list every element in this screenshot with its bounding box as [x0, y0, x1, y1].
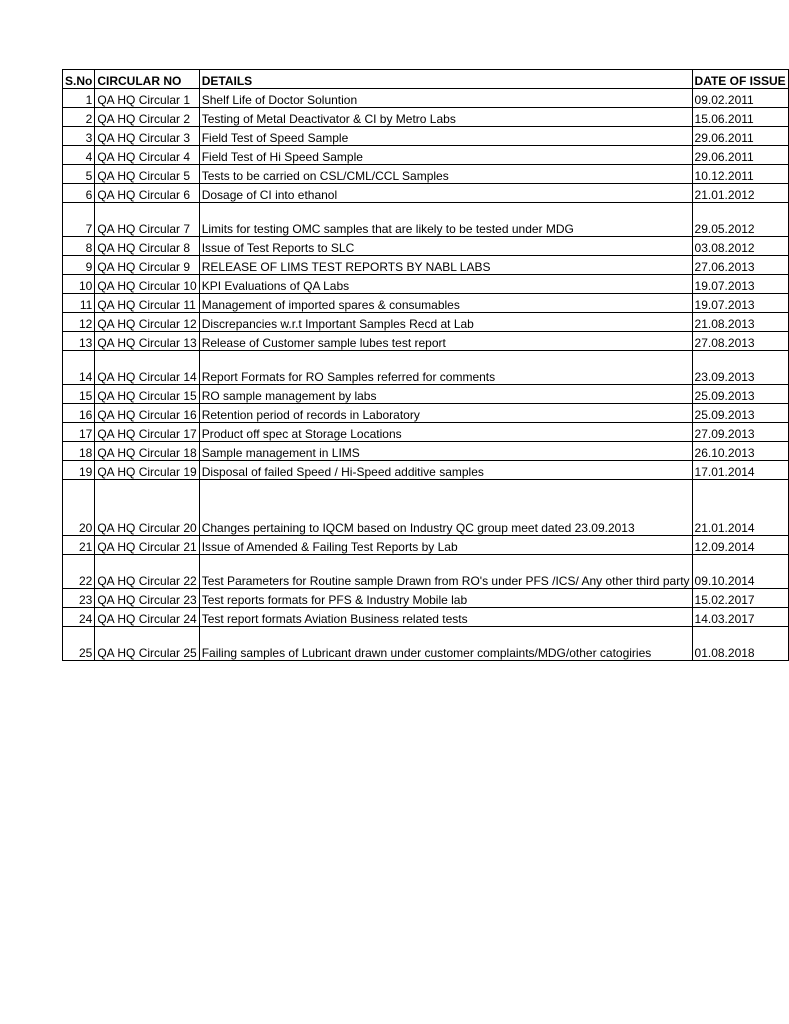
- sno-cell: 5: [63, 165, 95, 184]
- sno-cell: 2: [63, 108, 95, 127]
- details-cell: Release of Customer sample lubes test report: [199, 332, 692, 351]
- date-of-issue-cell: 29.06.2011: [692, 146, 788, 165]
- sno-cell: 19: [63, 461, 95, 480]
- circular-no-cell: QA HQ Circular 25: [95, 627, 199, 661]
- circular-no-cell: QA HQ Circular 5: [95, 165, 199, 184]
- circular-no-cell: QA HQ Circular 15: [95, 385, 199, 404]
- circular-no-cell: QA HQ Circular 24: [95, 608, 199, 627]
- details-cell: Test report formats Aviation Business related tests: [199, 608, 692, 627]
- date-of-issue-cell: 27.08.2013: [692, 332, 788, 351]
- table-row: [63, 313, 789, 332]
- date-of-issue-cell: 15.02.2017: [692, 589, 788, 608]
- date-of-issue-cell: 15.06.2011: [692, 108, 788, 127]
- date-of-issue-cell: 14.03.2017: [692, 608, 788, 627]
- date-of-issue-cell: 12.09.2014: [692, 536, 788, 555]
- date-of-issue-cell: 19.07.2013: [692, 294, 788, 313]
- details-cell: Field Test of Hi Speed Sample: [199, 146, 692, 165]
- sno-cell: 10: [63, 275, 95, 294]
- details-cell: Limits for testing OMC samples that are likely to be tested under MDG: [199, 203, 692, 237]
- circular-no-cell: QA HQ Circular 11: [95, 294, 199, 313]
- table-row: [63, 89, 789, 108]
- table-row: [63, 461, 789, 480]
- table-row: [63, 332, 789, 351]
- details-cell: Product off spec at Storage Locations: [199, 423, 692, 442]
- details-cell: Retention period of records in Laboratory: [199, 404, 692, 423]
- details-cell: Report Formats for RO Samples referred for comments: [199, 351, 692, 385]
- date-of-issue-cell: 10.12.2011: [692, 165, 788, 184]
- date-of-issue-cell: 23.09.2013: [692, 351, 788, 385]
- circulars-table: [62, 69, 789, 661]
- circular-no-cell: QA HQ Circular 12: [95, 313, 199, 332]
- sno-cell: 8: [63, 237, 95, 256]
- circular-no-cell: QA HQ Circular 8: [95, 237, 199, 256]
- table-row: [63, 627, 789, 661]
- circular-no-cell: QA HQ Circular 20: [95, 480, 199, 536]
- details-cell: Failing samples of Lubricant drawn under customer complaints/MDG/other catogiries: [199, 627, 692, 661]
- sno-cell: 1: [63, 89, 95, 108]
- sno-cell: 3: [63, 127, 95, 146]
- table-row: [63, 108, 789, 127]
- date-of-issue-cell: 27.06.2013: [692, 256, 788, 275]
- sno-cell: 16: [63, 404, 95, 423]
- table-row: [63, 423, 789, 442]
- sno-cell: 13: [63, 332, 95, 351]
- date-of-issue-cell: 03.08.2012: [692, 237, 788, 256]
- circular-no-cell: QA HQ Circular 7: [95, 203, 199, 237]
- table-row: [63, 555, 789, 589]
- table-row: [63, 203, 789, 237]
- sno-cell: 25: [63, 627, 95, 661]
- sno-cell: 14: [63, 351, 95, 385]
- header-date-of-issue: DATE OF ISSUE: [692, 70, 788, 89]
- header-details: DETAILS: [199, 70, 692, 89]
- date-of-issue-cell: 09.02.2011: [692, 89, 788, 108]
- circular-no-cell: QA HQ Circular 3: [95, 127, 199, 146]
- sno-cell: 6: [63, 184, 95, 203]
- date-of-issue-cell: 17.01.2014: [692, 461, 788, 480]
- details-cell: Changes pertaining to IQCM based on Industry QC group meet dated 23.09.2013: [199, 480, 692, 536]
- details-cell: Shelf Life of Doctor Soluntion: [199, 89, 692, 108]
- date-of-issue-cell: 01.08.2018: [692, 627, 788, 661]
- table-row: [63, 127, 789, 146]
- circular-no-cell: QA HQ Circular 6: [95, 184, 199, 203]
- table-row: [63, 237, 789, 256]
- date-of-issue-cell: 09.10.2014: [692, 555, 788, 589]
- circular-no-cell: QA HQ Circular 22: [95, 555, 199, 589]
- date-of-issue-cell: 29.06.2011: [692, 127, 788, 146]
- date-of-issue-cell: 25.09.2013: [692, 385, 788, 404]
- table-row: [63, 165, 789, 184]
- table-row: [63, 146, 789, 165]
- table-row: [63, 608, 789, 627]
- table-row: [63, 256, 789, 275]
- date-of-issue-cell: 21.01.2012: [692, 184, 788, 203]
- table-row: [63, 442, 789, 461]
- sno-cell: 20: [63, 480, 95, 536]
- circular-no-cell: QA HQ Circular 14: [95, 351, 199, 385]
- date-of-issue-cell: 19.07.2013: [692, 275, 788, 294]
- circular-no-cell: QA HQ Circular 23: [95, 589, 199, 608]
- sno-cell: 12: [63, 313, 95, 332]
- circular-no-cell: QA HQ Circular 13: [95, 332, 199, 351]
- circular-no-cell: QA HQ Circular 18: [95, 442, 199, 461]
- date-of-issue-cell: 26.10.2013: [692, 442, 788, 461]
- circular-no-cell: QA HQ Circular 21: [95, 536, 199, 555]
- details-cell: Testing of Metal Deactivator & CI by Metro Labs: [199, 108, 692, 127]
- sno-cell: 11: [63, 294, 95, 313]
- table-row: [63, 385, 789, 404]
- table-row: [63, 275, 789, 294]
- details-cell: Issue of Amended & Failing Test Reports by Lab: [199, 536, 692, 555]
- circular-no-cell: QA HQ Circular 17: [95, 423, 199, 442]
- table-row: [63, 404, 789, 423]
- details-cell: Discrepancies w.r.t Important Samples Recd at Lab: [199, 313, 692, 332]
- details-cell: Sample management in LIMS: [199, 442, 692, 461]
- sno-cell: 9: [63, 256, 95, 275]
- sno-cell: 15: [63, 385, 95, 404]
- circular-no-cell: QA HQ Circular 2: [95, 108, 199, 127]
- sno-cell: 17: [63, 423, 95, 442]
- sno-cell: 23: [63, 589, 95, 608]
- date-of-issue-cell: 21.01.2014: [692, 480, 788, 536]
- table-row: [63, 589, 789, 608]
- details-cell: Field Test of Speed Sample: [199, 127, 692, 146]
- date-of-issue-cell: 25.09.2013: [692, 404, 788, 423]
- table-row: [63, 536, 789, 555]
- table-row: [63, 184, 789, 203]
- details-cell: Issue of Test Reports to SLC: [199, 237, 692, 256]
- circular-no-cell: QA HQ Circular 10: [95, 275, 199, 294]
- details-cell: Disposal of failed Speed / Hi-Speed additive samples: [199, 461, 692, 480]
- details-cell: KPI Evaluations of QA Labs: [199, 275, 692, 294]
- sno-cell: 7: [63, 203, 95, 237]
- circular-no-cell: QA HQ Circular 1: [95, 89, 199, 108]
- details-cell: RELEASE OF LIMS TEST REPORTS BY NABL LABS: [199, 256, 692, 275]
- sno-cell: 21: [63, 536, 95, 555]
- header-row: [63, 70, 789, 89]
- sno-cell: 4: [63, 146, 95, 165]
- date-of-issue-cell: 29.05.2012: [692, 203, 788, 237]
- table-row: [63, 480, 789, 536]
- sno-cell: 22: [63, 555, 95, 589]
- date-of-issue-cell: 27.09.2013: [692, 423, 788, 442]
- details-cell: Test Parameters for Routine sample Drawn from RO's under PFS /ICS/ Any other third party: [199, 555, 692, 589]
- details-cell: Management of imported spares & consumables: [199, 294, 692, 313]
- details-cell: Tests to be carried on CSL/CML/CCL Samples: [199, 165, 692, 184]
- circular-no-cell: QA HQ Circular 4: [95, 146, 199, 165]
- circular-no-cell: QA HQ Circular 19: [95, 461, 199, 480]
- table-row: [63, 294, 789, 313]
- circular-no-cell: QA HQ Circular 16: [95, 404, 199, 423]
- details-cell: Dosage of CI into ethanol: [199, 184, 692, 203]
- sno-cell: 24: [63, 608, 95, 627]
- date-of-issue-cell: 21.08.2013: [692, 313, 788, 332]
- header-circular-no: CIRCULAR NO: [95, 70, 199, 89]
- details-cell: RO sample management by labs: [199, 385, 692, 404]
- circular-no-cell: QA HQ Circular 9: [95, 256, 199, 275]
- details-cell: Test reports formats for PFS & Industry Mobile lab: [199, 589, 692, 608]
- table-row: [63, 351, 789, 385]
- sno-cell: 18: [63, 442, 95, 461]
- header-sno: S.No: [63, 70, 95, 89]
